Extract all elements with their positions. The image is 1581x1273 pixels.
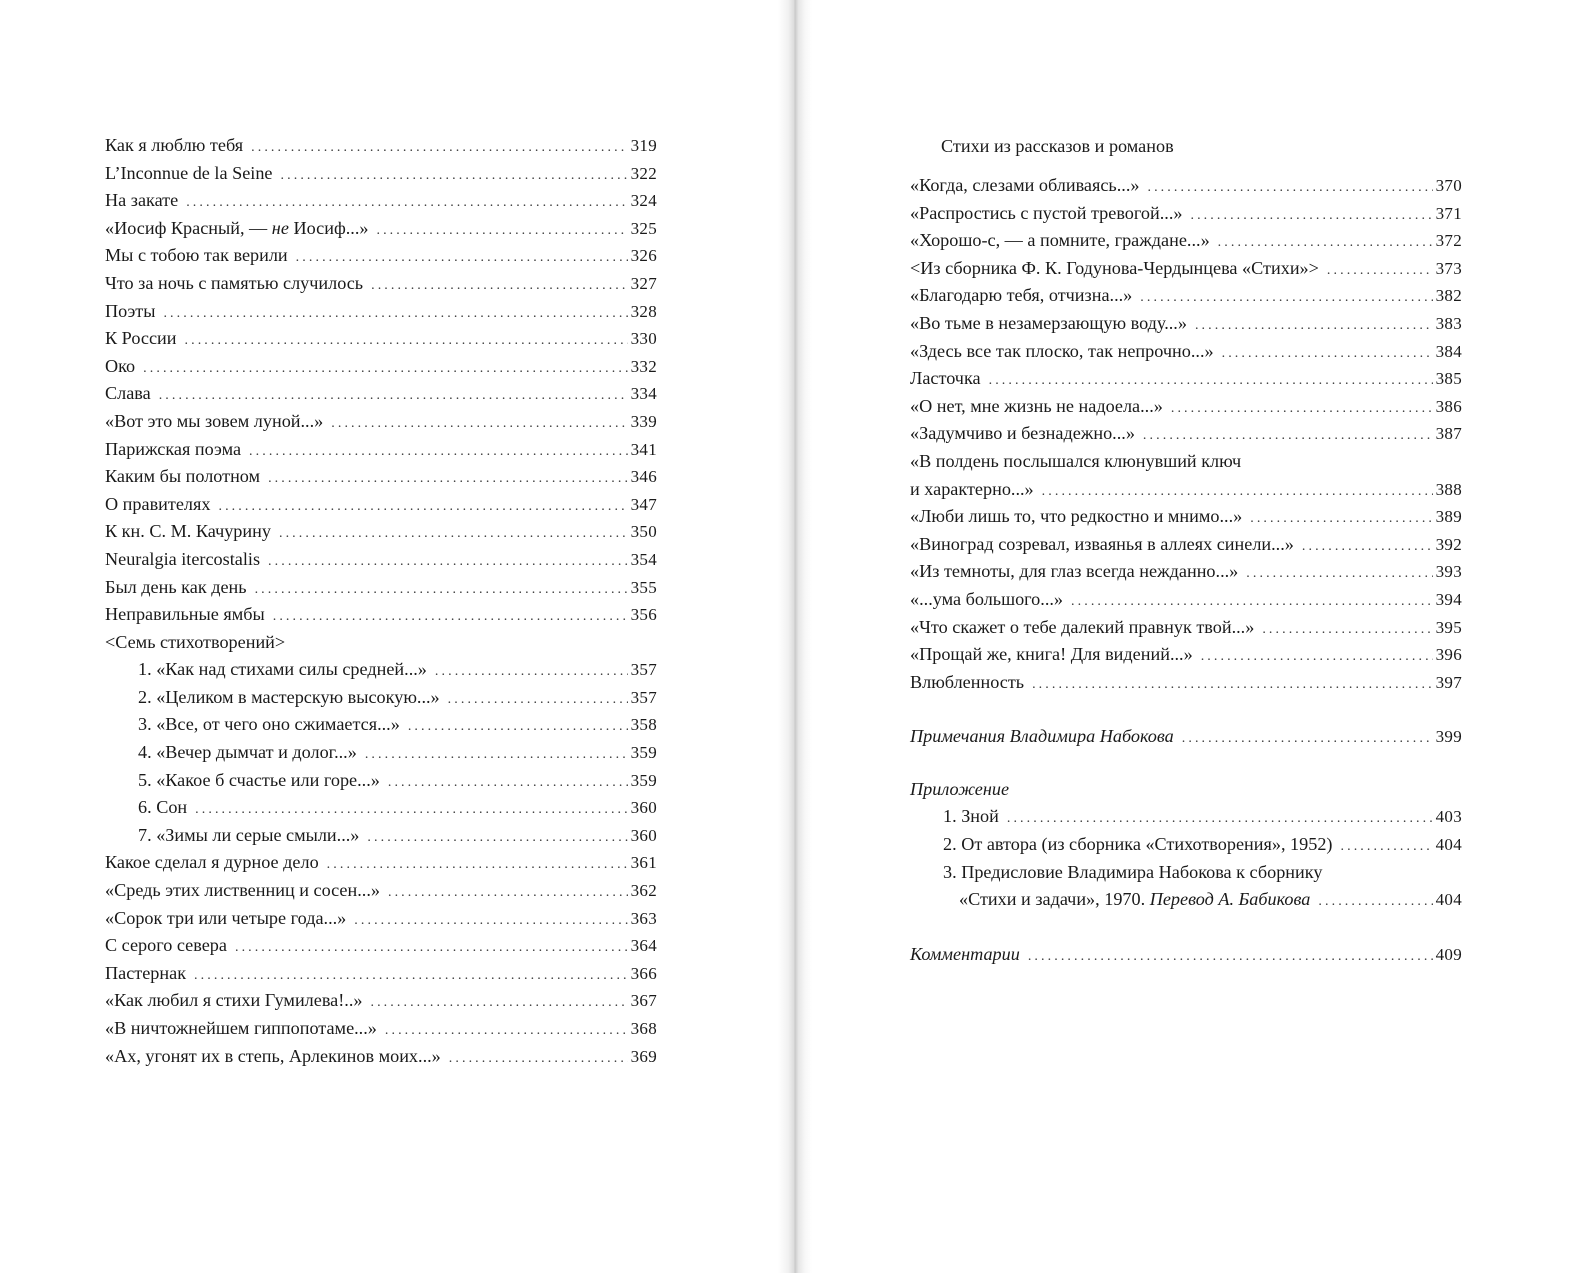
page-number: 383 [1435,313,1462,333]
toc-entry [105,849,657,877]
toc-entry [910,172,1462,200]
dot-leader [331,410,627,438]
toc-entry [910,227,1462,255]
dot-leader [1262,616,1432,644]
toc-entry [105,574,657,602]
toc-entry [105,711,657,739]
dot-leader [163,300,627,328]
page-number: 399 [1435,727,1462,747]
dot-leader [388,879,628,907]
dot-leader [1032,671,1433,699]
dot-leader [408,713,628,741]
page-number: 385 [1435,369,1462,389]
dot-leader [1218,229,1433,257]
page-number: 389 [1435,507,1462,527]
spacer [910,696,1462,723]
toc-entry-title: «Прощай же, книга! Для видений...» [910,644,1193,665]
page-number: 357 [630,687,657,707]
toc-entry-title: 3. «Все, от чего оно сжимается...» [138,714,400,735]
page-number: 326 [630,246,657,266]
toc-entry-title: «Средь этих лиственниц и сосен...» [105,880,380,901]
page-number: 370 [1435,176,1462,195]
spacer [910,914,1462,941]
dot-leader [1147,174,1432,202]
right-toc [910,132,1462,968]
toc-entry [105,242,657,270]
toc-entry-title-line: 3. Предисловие Владимира Набокова к сборнику [943,861,1323,882]
page-number: 334 [630,384,657,404]
page-number: 362 [630,881,657,901]
dot-leader [296,244,628,272]
dot-leader [1250,505,1432,533]
dot-leader [186,189,627,217]
toc-entry-title: Ласточка [910,368,981,389]
toc-entry-title: 1. «Как над стихами силы средней...» [138,659,427,680]
toc-entry-title: Примечания Владимира Набокова [910,726,1174,747]
toc-entry-title: О правителях [105,493,211,514]
toc-entry [105,794,657,822]
toc-entry-title: На закате [105,190,179,211]
toc-entry-title: 7. «Зимы ли серые смыли...» [138,824,360,845]
toc-entry-title-part: «Стихи и задачи», 1970. [959,889,1150,910]
toc-entry-title: Неправильные ямбы [105,604,265,625]
dot-leader [218,493,627,521]
page-number: 330 [630,329,657,349]
page-number: 386 [1435,396,1462,416]
dot-leader [448,686,628,714]
dot-leader [1140,284,1432,312]
page-number: 341 [630,439,657,459]
dot-leader [1182,725,1433,753]
toc-entry [910,393,1462,421]
toc-entry [910,941,1462,969]
toc-entry-title: «Хорошо-с, — а помните, граждане...» [910,230,1210,251]
dot-leader [327,851,628,879]
page-number: 322 [630,163,657,183]
page-number: 394 [1435,589,1462,609]
page-number: 373 [1435,258,1462,278]
toc-entry-title: 6. Сон [138,797,188,818]
page-number: 360 [630,825,657,845]
page-number: 404 [1435,835,1462,855]
dot-leader [1190,202,1432,230]
left-page [0,0,790,1273]
dot-leader [251,134,627,162]
toc-entry [105,656,657,684]
dot-leader [1042,478,1433,506]
dot-leader [279,520,628,548]
toc-entry-title: «В ничтожнейшем гиппопотаме...» [105,1018,377,1038]
toc-entry-title: К России [105,328,177,349]
toc-entry-title: Neuralgia itercostalis [105,548,261,569]
dot-leader [371,272,627,300]
dot-leader [449,1045,628,1073]
toc-entry [910,420,1462,448]
toc-entry-title: Был день как день [105,576,247,597]
toc-entry-title: «Распростись с пустой тревогой...» [910,202,1183,223]
dot-leader [1171,395,1433,423]
page-number: 339 [630,411,657,431]
toc-entry [105,353,657,381]
toc-entry-title: «Во тьме в незамерзающую воду...» [910,312,1187,333]
toc-entry-title: К кн. С. М. Качурину [105,521,271,542]
toc-entry-title: Какое сделал я дурное дело [105,852,319,873]
toc-entry-title-emphasis: Перевод А. Бабикова [1149,889,1311,910]
page-number: 354 [630,549,657,569]
dot-leader [268,465,628,493]
toc-entry-title: Поэты [105,300,156,321]
dot-leader [1007,805,1433,833]
page-number: 392 [1435,534,1462,554]
dot-leader [235,934,628,962]
toc-entry-title: «Из темноты, для глаз всегда нежданно...» [910,561,1239,582]
page-number: 372 [1435,231,1462,251]
page-number: 361 [630,853,657,873]
toc-entry [105,546,657,574]
toc-entry-title: <Из сборника Ф. К. Годунова-Чердынцева «Стихи»> [910,257,1319,278]
toc-entry [910,586,1462,614]
toc-entry [910,723,1462,751]
toc-entry-title-part: Иосиф...» [288,217,369,238]
page-number: 359 [630,770,657,790]
dot-leader [370,989,627,1017]
toc-entry-title: Слава [105,383,151,404]
toc-entry-title: Око [105,355,136,376]
toc-entry-title: «Благодарю тебя, отчизна...» [910,285,1133,306]
dot-leader [194,962,628,990]
page-number: 403 [1435,807,1462,827]
toc-group-heading: <Семь стихотворений> [105,631,286,652]
toc-entry-title [959,886,1310,914]
page-number: 388 [1435,479,1462,499]
page-number: 319 [630,136,657,155]
toc-entry [910,531,1462,559]
toc-entry-title: 2. От автора (из сборника «Стихотворения», 1952) [943,834,1333,855]
toc-entry [105,160,657,188]
toc-entry-title-emphasis: не [271,217,289,238]
spacer [910,751,1462,776]
page-number: 357 [630,660,657,680]
toc-entry-title: Что за ночь с памятью случилось [105,272,364,293]
page-number: 363 [630,908,657,928]
page-number: 368 [630,1019,657,1038]
dot-leader [1341,833,1433,861]
page-number: 367 [630,991,657,1011]
toc-entry-title: «...ума большого...» [910,588,1064,609]
dot-leader [1028,943,1433,971]
right-page [790,0,1581,1273]
page-number: 371 [1435,203,1462,223]
toc-entry [105,132,657,160]
dot-leader [1195,312,1433,340]
toc-entry [105,325,657,353]
page-number: 355 [630,577,657,597]
page-number: 366 [630,963,657,983]
toc-entry [910,365,1462,393]
dot-leader [1071,588,1433,616]
dot-leader [159,382,628,410]
toc-entry [910,310,1462,338]
toc-entry [105,463,657,491]
toc-entry-title: Парижская поэма [105,438,242,459]
toc-entry-title-part: «Иосиф Красный, — [105,217,272,238]
appendix-heading: Приложение [910,778,1010,799]
toc-entry [105,877,657,905]
toc-entry-title: «Что скажет о тебе далекий правнук твой...» [910,616,1255,637]
dot-leader [195,796,627,824]
toc-entry-title: Мы с тобою так верили [105,245,288,266]
toc-entry-title-line: «В полдень послышался клюнувший ключ [910,450,1242,471]
toc-entry [910,503,1462,531]
toc-entry-title: и характерно...» [910,478,1034,499]
toc-entry-title: «Здесь все так плоско, так непрочно...» [910,340,1214,361]
toc-entry [105,270,657,298]
toc-entry-title: 2. «Целиком в мастерскую высокую...» [138,686,440,707]
toc-entry [105,491,657,519]
toc-entry [105,684,657,712]
toc-entry-title: «Когда, слезами обливаясь...» [910,175,1140,195]
page-number: 325 [630,218,657,238]
page-number: 324 [630,191,657,211]
dot-leader [1201,643,1433,671]
page-number: 393 [1435,562,1462,582]
toc-entry [105,380,657,408]
toc-entry [910,641,1462,669]
page-number: 396 [1435,645,1462,665]
toc-entry-title: L’Inconnue de la Seine [105,162,273,183]
page-number: 346 [630,467,657,487]
toc-entry [910,669,1462,697]
dot-leader [1222,340,1433,368]
dot-leader [143,355,627,383]
toc-entry-title: «Виноград созревал, изваянья в аллеях синели...» [910,533,1294,554]
toc-entry [910,338,1462,366]
toc-entry [910,558,1462,586]
toc-entry [105,739,657,767]
dot-leader [1302,533,1433,561]
toc-entry [910,831,1462,859]
toc-entry-title: «Вот это мы зовем луной...» [105,410,324,431]
dot-leader [1246,560,1432,588]
page-number: 350 [630,522,657,542]
page-number: 384 [1435,341,1462,361]
toc-entry [105,960,657,988]
toc-entry-title: Комментарии [910,943,1020,964]
left-toc [105,132,657,1070]
toc-entry [105,298,657,326]
dot-leader [388,769,628,797]
toc-entry-title: 1. Зной [943,806,999,827]
toc-entry [105,987,657,1015]
toc-entry [910,886,1462,914]
toc-entry [105,1015,657,1043]
toc-entry-title: Каким бы полотном [105,466,261,487]
section-title: Стихи из рассказов и романов [941,136,1174,156]
page-number: 360 [630,798,657,818]
page-number: 347 [630,494,657,514]
toc-entry [105,1043,657,1071]
page-number: 327 [630,273,657,293]
toc-entry [105,187,657,215]
dot-leader [1143,422,1433,450]
toc-entry [105,408,657,436]
page-number: 397 [1435,672,1462,692]
toc-entry-title: «Сорок три или четыре года...» [105,907,347,928]
page-number: 409 [1435,944,1462,964]
dot-leader [376,217,627,245]
toc-entry [910,255,1462,283]
dot-leader [1327,257,1433,285]
toc-entry [105,905,657,933]
page-number: 382 [1435,286,1462,306]
toc-entry-title: Пастернак [105,962,187,983]
dot-leader [435,658,628,686]
toc-entry [910,614,1462,642]
toc-entry [910,803,1462,831]
page-number: 358 [630,715,657,735]
toc-entry [105,215,657,243]
page-number: 395 [1435,617,1462,637]
toc-entry-title: С серого севера [105,935,227,956]
toc-entry [105,436,657,464]
page-number: 364 [630,936,657,956]
toc-entry-title: 4. «Вечер дымчат и долог...» [138,742,357,763]
toc-entry-title: «Ах, угонят их в степь, Арлекинов моих...» [105,1045,441,1066]
toc-entry [105,932,657,960]
page-number: 369 [630,1046,657,1066]
dot-leader [385,1017,628,1045]
toc-entry [105,822,657,850]
page-number: 332 [630,356,657,376]
dot-leader [185,327,628,355]
page-number: 356 [630,605,657,625]
toc-entry [105,767,657,795]
toc-entry-title: «Задумчиво и безнадежно...» [910,423,1135,444]
dot-leader [989,367,1433,395]
toc-entry-title [105,215,368,243]
dot-leader [1318,888,1432,916]
toc-entry [910,476,1462,504]
dot-leader [281,162,628,190]
dot-leader [255,576,628,604]
dot-leader [367,824,627,852]
dot-leader [365,741,628,769]
toc-entry [105,601,657,629]
page-number: 328 [630,301,657,321]
dot-leader [354,907,627,935]
toc-entry-title: «О нет, мне жизнь не надоела...» [910,395,1163,416]
toc-entry-title: Влюбленность [910,671,1025,692]
dot-leader [268,548,628,576]
toc-entry [910,200,1462,228]
dot-leader [273,603,628,631]
toc-entry [910,282,1462,310]
page-number: 359 [630,743,657,763]
dot-leader [249,438,628,466]
toc-entry-title: «Как любил я стихи Гумилева!..» [105,990,363,1011]
toc-entry [105,518,657,546]
page-number: 404 [1435,890,1462,910]
toc-entry-title: Как я люблю тебя [105,135,244,155]
book-gutter [778,0,812,1273]
toc-entry-title: 5. «Какое б счастье или горе...» [138,769,380,790]
page-number: 387 [1435,424,1462,444]
toc-entry-title: «Люби лишь то, что редкостно и мнимо...» [910,506,1243,527]
